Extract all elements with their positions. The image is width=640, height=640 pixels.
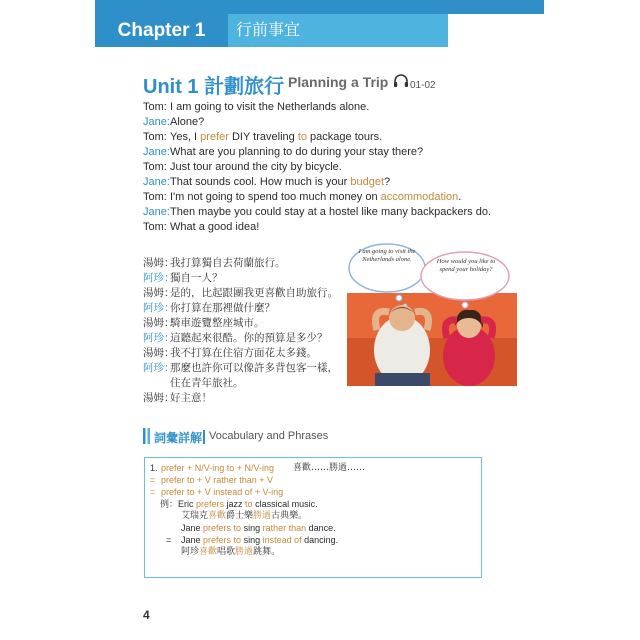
pattern-2: prefer to + V rather than + V bbox=[161, 475, 274, 485]
section-marker-icon bbox=[143, 428, 151, 444]
vocab-heading-cn: 詞彙詳解 bbox=[154, 431, 203, 445]
line-text-cn: 是的，比起跟團我更喜歡自助旅行。 bbox=[170, 287, 338, 299]
example-text: classical music. bbox=[252, 499, 318, 509]
header-top-bar bbox=[95, 0, 544, 14]
example-text: sing bbox=[241, 535, 263, 545]
dialogue-line bbox=[143, 190, 503, 205]
dialogue-line bbox=[143, 175, 503, 190]
dialogue-line bbox=[143, 115, 503, 130]
example-text: jazz bbox=[224, 499, 246, 509]
line-text: Then maybe you could stay at a hostel like many backpackers do. bbox=[170, 206, 492, 218]
highlight-word: instead of bbox=[262, 535, 302, 545]
speaker-name-cn: 阿珍： bbox=[143, 302, 175, 314]
example-text: dance. bbox=[306, 523, 336, 533]
pattern-1: prefer + N/V-ing to + N/V-ing bbox=[161, 463, 275, 473]
speaker-name: Tom: bbox=[143, 101, 167, 113]
speaker-name-cn: 湯姆： bbox=[143, 392, 175, 404]
highlight-word: to bbox=[245, 499, 253, 509]
line-text-cn: 這聽起來很酷。你的預算是多少？ bbox=[170, 332, 328, 344]
pattern-meaning: 喜歡……勝過…… bbox=[293, 463, 366, 473]
example-text: 爵士樂 bbox=[226, 511, 254, 521]
example-text: 古典樂。 bbox=[271, 511, 308, 521]
highlight-word: accommodation bbox=[380, 191, 459, 203]
example-label: 例： bbox=[160, 500, 179, 510]
example-1-en-text bbox=[178, 499, 318, 509]
dialogue-cn-line bbox=[143, 301, 353, 316]
speaker-name-cn: 湯姆： bbox=[143, 317, 175, 329]
dialogue-cn-line bbox=[143, 346, 353, 361]
speaker-name-cn: 阿珍： bbox=[143, 332, 175, 344]
vocab-heading-en: Vocabulary and Phrases bbox=[209, 430, 329, 442]
example-2-en bbox=[150, 522, 480, 534]
equals-sign: = bbox=[166, 535, 172, 545]
example-text: dancing. bbox=[301, 535, 339, 545]
example-text: Jane bbox=[181, 535, 204, 545]
speaker-name: Tom: bbox=[143, 131, 167, 143]
line-text: Just tour around the city by bicycle. bbox=[170, 161, 342, 173]
highlight-word: 喜歡 bbox=[199, 547, 218, 557]
line-text: DIY traveling bbox=[228, 131, 298, 143]
pattern-3: prefer to + V instead of + V-ing bbox=[161, 487, 284, 497]
highlight-word: 喜歡 bbox=[208, 511, 227, 521]
line-text-cn: 騎車遊覽整座城市。 bbox=[170, 317, 265, 329]
line-text-cn: 好主意！ bbox=[170, 392, 212, 404]
dialogue-line bbox=[143, 130, 503, 145]
speech-bubble-right: How would you like to spend your holiday? bbox=[436, 258, 496, 273]
speaker-name: Jane: bbox=[143, 116, 170, 128]
dialogue-cn-line bbox=[143, 361, 353, 376]
speaker-name: Tom: bbox=[143, 221, 167, 233]
dialogue-cn-line bbox=[143, 331, 353, 346]
highlight-word: 勝過 bbox=[253, 511, 272, 521]
example-text: 阿珍 bbox=[181, 547, 200, 557]
dialogue-cn-line bbox=[143, 256, 353, 271]
audio-track-number: 01-02 bbox=[410, 80, 436, 91]
speech-bubble-left: I am going to visit the Netherlands alone. bbox=[358, 248, 416, 263]
speaker-name: Jane: bbox=[143, 206, 170, 218]
equals-sign: = bbox=[150, 475, 156, 485]
line-text: ? bbox=[384, 176, 391, 188]
highlight-word: budget bbox=[350, 176, 385, 188]
vocab-pattern-1 bbox=[150, 462, 480, 474]
line-text: package tours. bbox=[307, 131, 383, 143]
dialogue-english bbox=[143, 100, 503, 235]
dialogue-cn-line bbox=[143, 286, 353, 301]
example-text: 唱歌 bbox=[217, 547, 236, 557]
couple-photo bbox=[347, 238, 517, 386]
speaker-name: Tom: bbox=[143, 161, 167, 173]
speaker-name: Tom: bbox=[143, 191, 167, 203]
page-number: 4 bbox=[143, 608, 150, 622]
line-text-cn: 那麼也許你可以像許多背包客一樣， bbox=[170, 362, 338, 374]
line-text: What are you planning to do during your stay there? bbox=[170, 146, 424, 158]
line-text-cn: 住在青年旅社。 bbox=[170, 377, 244, 389]
line-text-cn: 我不打算在住宿方面花太多錢。 bbox=[170, 347, 317, 359]
line-text: What a good idea! bbox=[170, 221, 260, 233]
dialogue-line bbox=[143, 205, 503, 220]
line-text: Yes, I bbox=[170, 131, 201, 143]
highlight-word: 勝過 bbox=[235, 547, 254, 557]
dialogue-line bbox=[143, 145, 503, 160]
vocab-content bbox=[150, 462, 480, 558]
example-1-cn bbox=[150, 510, 480, 522]
equals-sign: = bbox=[150, 487, 156, 497]
example-3-en bbox=[150, 534, 480, 546]
line-text-cn: 你打算在那裡做什麼？ bbox=[170, 302, 275, 314]
dialogue-line bbox=[143, 100, 503, 115]
line-text: . bbox=[458, 191, 462, 203]
speaker-name: Jane: bbox=[143, 176, 170, 188]
example-text: 艾瑞克 bbox=[181, 511, 209, 521]
example-3-en-text bbox=[181, 535, 338, 545]
unit-title-en: Planning a Trip bbox=[288, 74, 389, 90]
line-text: That sounds cool. How much is your bbox=[170, 176, 351, 188]
highlight-word: prefers to bbox=[203, 523, 242, 533]
line-text: Alone? bbox=[170, 116, 205, 128]
unit-title: Unit 1 計劃旅行 bbox=[143, 76, 285, 98]
vocab-heading-divider bbox=[203, 430, 205, 444]
example-3-cn bbox=[150, 546, 480, 558]
speaker-name-cn: 阿珍： bbox=[143, 272, 175, 284]
highlight-word: prefers to bbox=[203, 535, 242, 545]
highlight-word: rather than bbox=[262, 523, 307, 533]
dialogue-chinese bbox=[143, 256, 353, 406]
vocab-number: 1. bbox=[150, 463, 158, 473]
chapter-label: Chapter 1 bbox=[95, 14, 228, 47]
dialogue-line bbox=[143, 220, 503, 235]
vocab-pattern-2 bbox=[150, 474, 480, 486]
speaker-name-cn: 湯姆： bbox=[143, 347, 175, 359]
dialogue-cn-line bbox=[143, 316, 353, 331]
example-text: Eric bbox=[178, 499, 197, 509]
highlight-word: prefer bbox=[200, 131, 229, 143]
dialogue-line bbox=[143, 160, 503, 175]
dialogue-cn-line bbox=[143, 376, 353, 391]
example-text: 跳舞。 bbox=[253, 547, 281, 557]
highlight-word: prefers bbox=[196, 499, 225, 509]
dialogue-cn-line bbox=[143, 391, 353, 406]
example-1-en bbox=[150, 498, 480, 510]
line-text: I'm not going to spend too much money on bbox=[170, 191, 381, 203]
line-text-cn: 獨自一人？ bbox=[170, 272, 223, 284]
vocab-pattern-3 bbox=[150, 486, 480, 498]
speaker-name-cn: 湯姆： bbox=[143, 287, 175, 299]
speaker-name-cn: 湯姆： bbox=[143, 257, 175, 269]
highlight-word: to bbox=[297, 131, 307, 143]
chapter-title: 行前事宜 bbox=[236, 22, 301, 39]
line-text-cn: 我打算獨自去荷蘭旅行。 bbox=[170, 257, 286, 269]
speaker-name-cn: 阿珍： bbox=[143, 362, 175, 374]
example-text: Jane bbox=[181, 523, 204, 533]
line-text: I am going to visit the Netherlands alone. bbox=[170, 101, 370, 113]
headphone-icon bbox=[393, 73, 409, 89]
speaker-name: Jane: bbox=[143, 146, 170, 158]
example-text: sing bbox=[241, 523, 263, 533]
dialogue-cn-line bbox=[143, 271, 353, 286]
